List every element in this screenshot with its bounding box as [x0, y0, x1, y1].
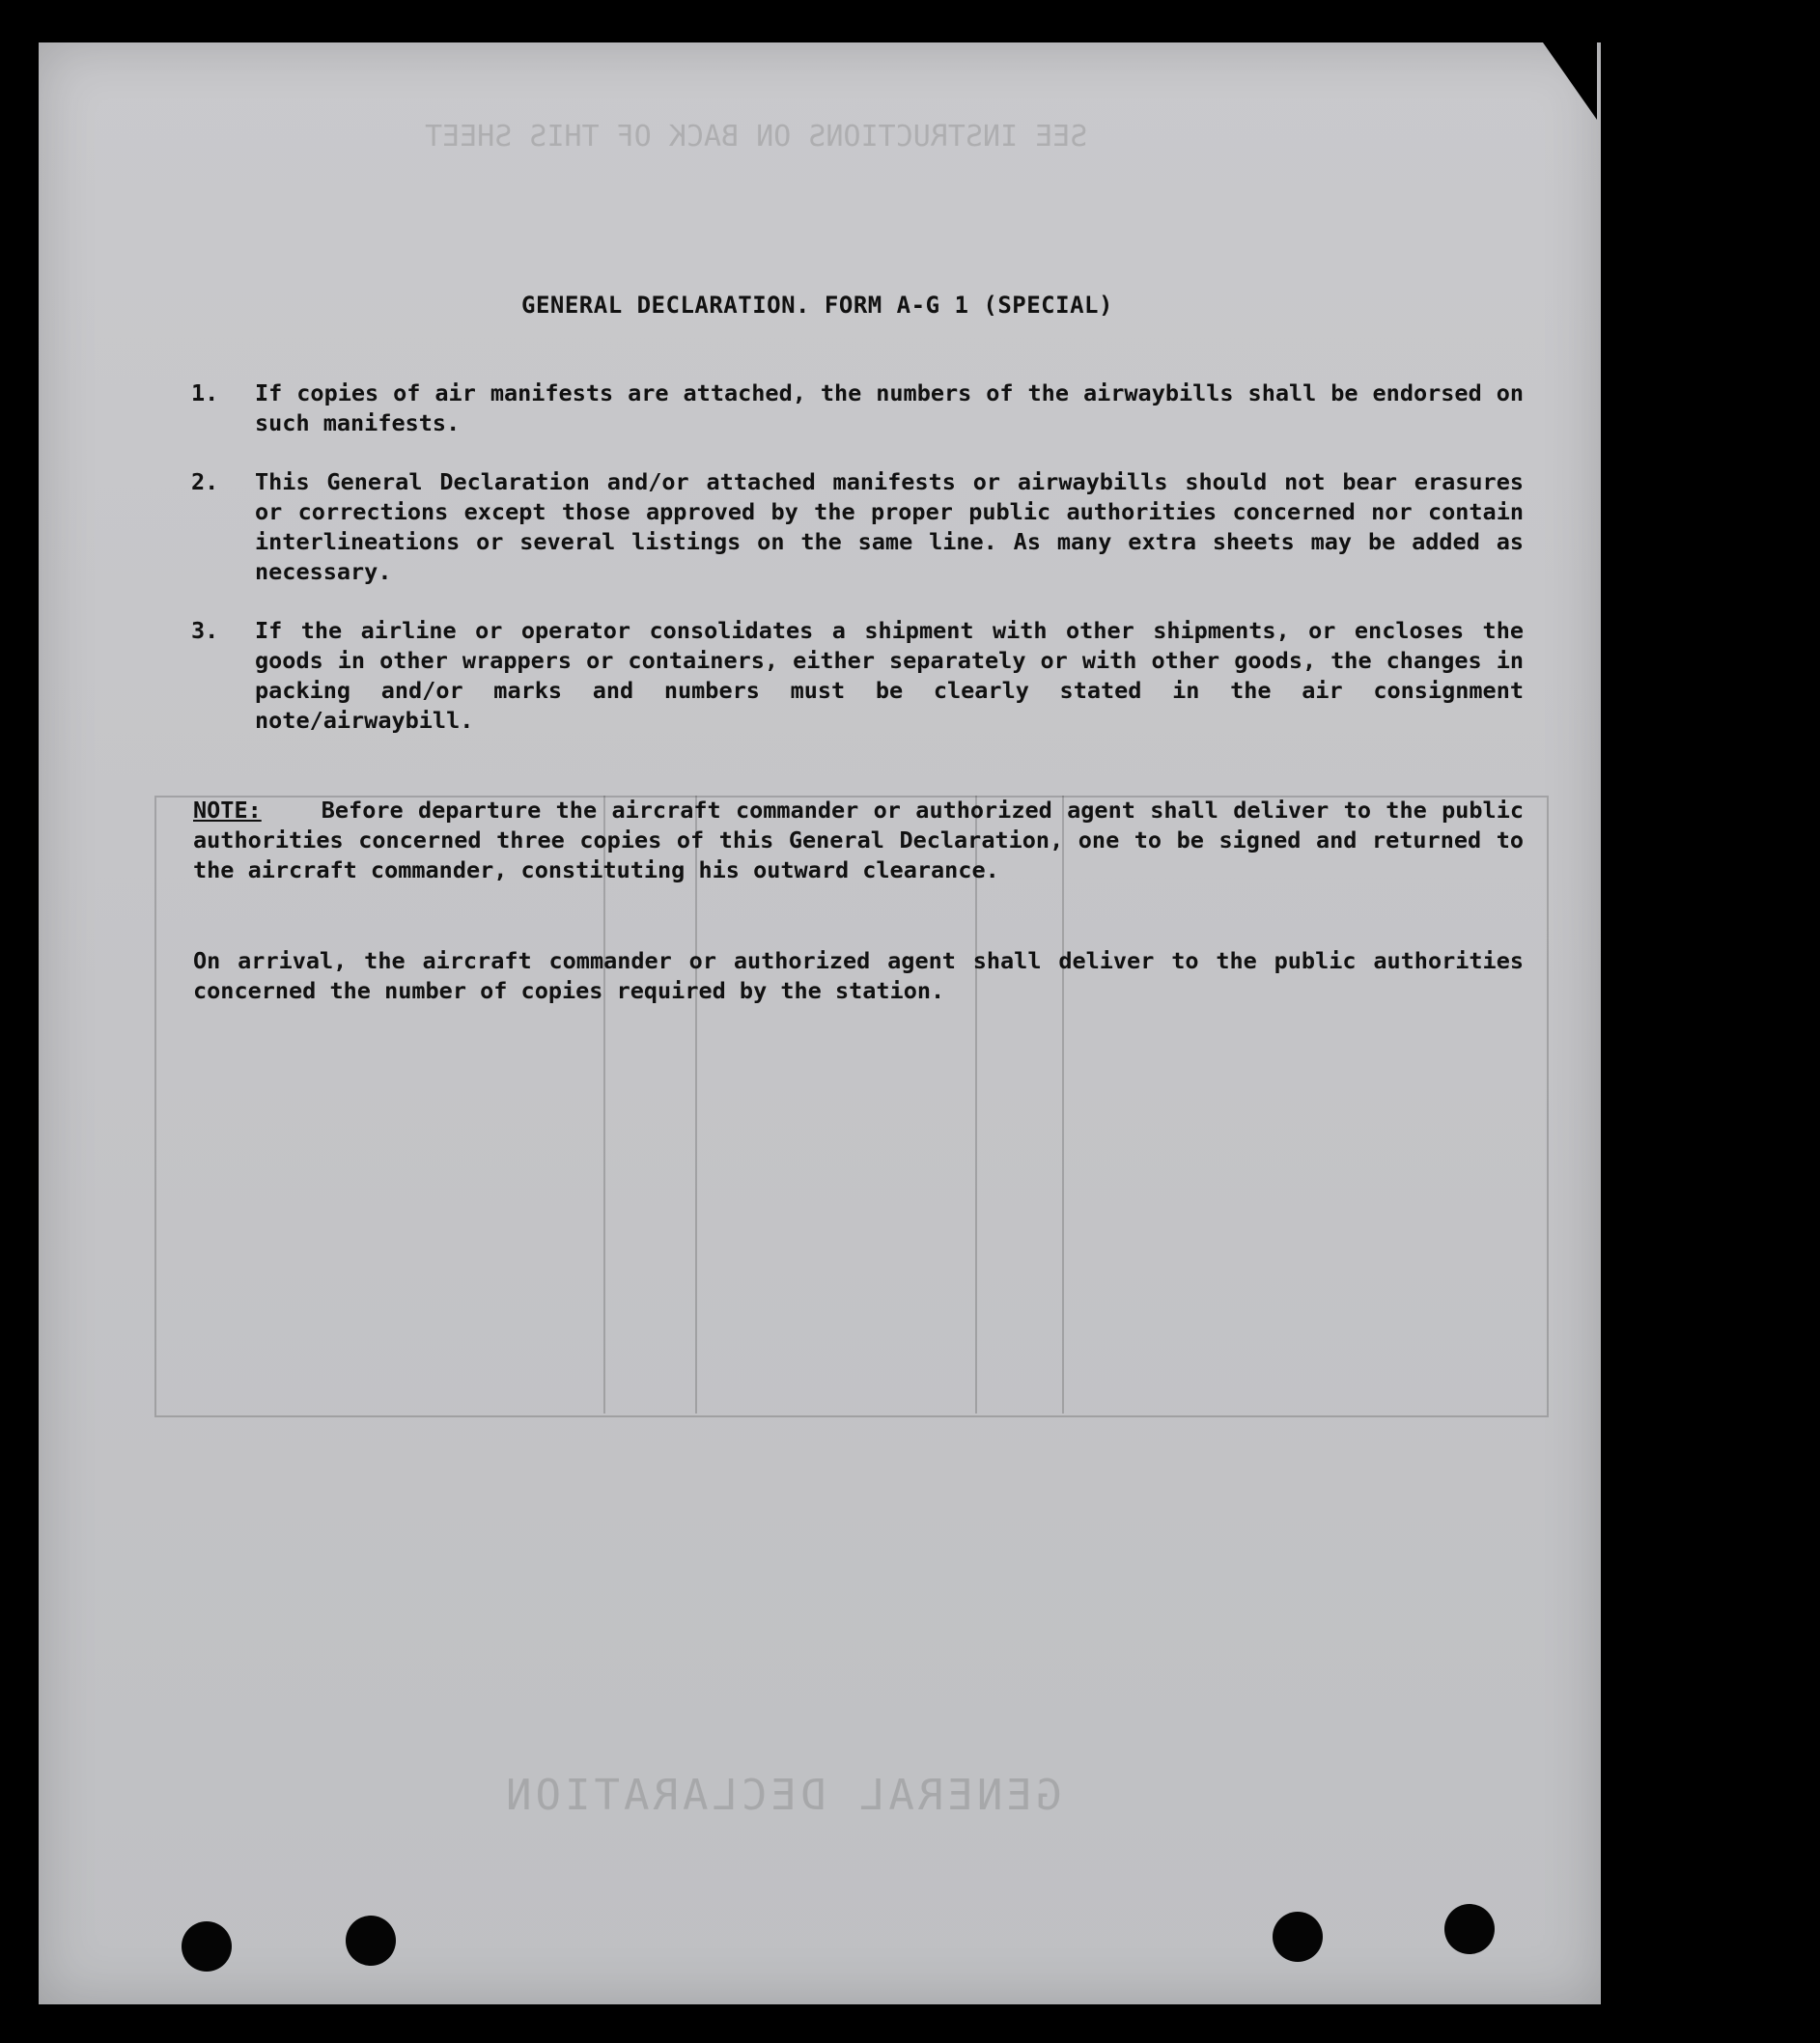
- instruction-item-3: [191, 616, 1524, 736]
- show-through-table: [154, 796, 1549, 1417]
- show-through-footer: GENERAL DECLARATION: [502, 1771, 1062, 1820]
- show-through-divider-3: [975, 796, 977, 1413]
- show-through-divider-1: [603, 796, 605, 1413]
- show-through-divider-2: [695, 796, 697, 1413]
- instruction-item-2: [191, 467, 1524, 587]
- punch-hole: [346, 1916, 396, 1966]
- show-through-heading: SEE INSTRUCTIONS ON BACK OF THIS SHEET: [425, 120, 1088, 154]
- departure-note: [193, 796, 1524, 885]
- item-number: 3.: [191, 617, 219, 644]
- note-label: NOTE:: [193, 797, 262, 824]
- item-number: 2.: [191, 468, 219, 495]
- item-text: If the airline or operator consolidates a shipment with other shipments, or encloses the goods in other wrappers or containers, either separately or with other goods, the changes in packing and/or marks and numbers must be clearly stated in the air consignment note/airwaybill.: [255, 617, 1524, 734]
- show-through-divider-4: [1062, 796, 1064, 1413]
- item-text: If copies of air manifests are attached, the numbers of the airwaybills shall be endorsed on such manifests.: [255, 379, 1524, 436]
- item-number: 1.: [191, 379, 219, 406]
- item-text: This General Declaration and/or attached manifests or airwaybills should not bear erasures or corrections except those approved by the proper public authorities concerned nor contain interlineations or several listings on the same line. As many extra sheets may be added as necessary.: [255, 468, 1524, 585]
- instruction-item-1: [191, 378, 1524, 438]
- document-page: [39, 42, 1601, 2004]
- form-title: GENERAL DECLARATION. FORM A-G 1 (SPECIAL): [521, 292, 1113, 319]
- note-text: Before departure the aircraft commander or authorized agent shall deliver to the public authorities concerned three copies of this General Declaration, one to be signed and returned to the aircraft commander, constituting his outward clearance.: [193, 797, 1524, 883]
- folded-corner: [1543, 42, 1597, 120]
- punch-hole: [1444, 1904, 1495, 1954]
- punch-hole: [182, 1921, 232, 1972]
- punch-hole: [1273, 1912, 1323, 1962]
- arrival-note: On arrival, the aircraft commander or authorized agent shall deliver to the public authorities concerned the number of copies required by the station.: [193, 947, 1524, 1004]
